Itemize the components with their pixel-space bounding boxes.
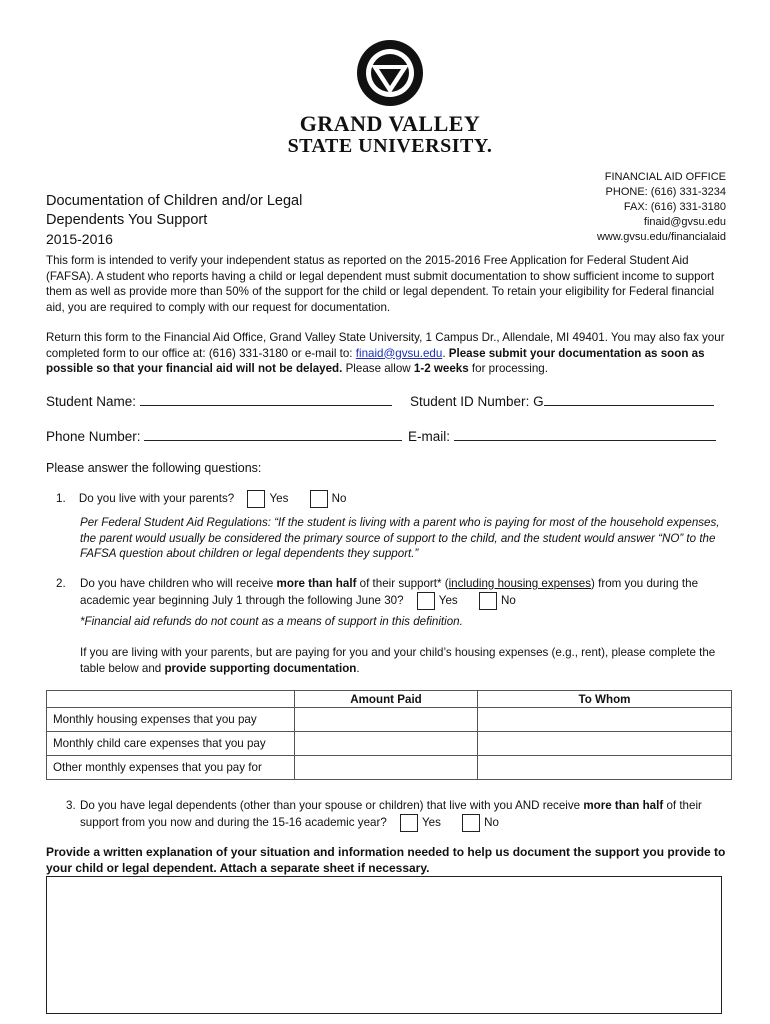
return-bold: Please submit your documentation as soon as possible so that your financial aid will not be delayed.: [46, 346, 705, 375]
question-1: [56, 490, 736, 508]
student-id-label: Student ID Number: [410, 394, 526, 409]
q1-no-checkbox[interactable]: [310, 490, 328, 508]
q2-instructions: [80, 645, 720, 676]
email-label: E-mail:: [408, 429, 451, 444]
amount-cell[interactable]: [295, 756, 478, 780]
title-line-2: Dependents You Support: [46, 212, 208, 228]
student-id-row: [410, 392, 714, 409]
q2-bold: more than half: [276, 577, 357, 590]
q1-yes-label: Yes: [269, 492, 289, 506]
office-web: www.gvsu.edu/financialaid: [596, 231, 726, 243]
logo-line-2: STATE UNIVERSITY.: [287, 135, 493, 157]
title-year: 2015-2016: [46, 231, 113, 247]
questions-header: Please answer the following questions:: [46, 461, 262, 475]
office-fax: FAX: (616) 331-3180: [623, 201, 726, 213]
office-name: FINANCIAL AID OFFICE: [604, 171, 726, 183]
q2-text: of their support* (: [356, 577, 449, 590]
q2-instr-text: If you are living with your parents, but are paying for you and your child’s housing expenses (e.g., rent), please complete the table below and: [80, 646, 716, 675]
row-label: Monthly housing expenses that you pay: [47, 708, 295, 732]
q2-instr-text: .: [356, 661, 360, 675]
return-paragraph: [46, 330, 726, 377]
return-text: .: [442, 346, 449, 360]
table-header-row: [47, 691, 732, 708]
q1-no-label: No: [331, 492, 347, 506]
return-text: for processing.: [468, 362, 548, 375]
to-whom-cell[interactable]: [478, 732, 732, 756]
q2-yes-checkbox[interactable]: [417, 592, 435, 610]
q3-yes-label: Yes: [422, 815, 441, 829]
student-name-label: Student Name:: [46, 394, 137, 409]
q2-text: Do you have children who will receive: [80, 577, 277, 590]
q3-no-label: No: [484, 815, 499, 829]
q1-text: Do you live with your parents?: [78, 492, 235, 506]
table-row: [47, 732, 732, 756]
student-id-prefix: : G: [525, 394, 544, 409]
q2-instr-bold: provide supporting documentation: [164, 661, 357, 675]
student-id-field[interactable]: [544, 392, 714, 406]
q3-number: 3.: [66, 799, 76, 812]
q1-number: 1.: [56, 492, 66, 506]
q3-yes-checkbox[interactable]: [400, 814, 418, 832]
q2-text: ) from you during the academic year beginning July 1 through the following June 30?: [80, 577, 699, 607]
q2-footnote: *Financial aid refunds do not count as a means of support in this definition.: [80, 615, 463, 628]
row-label: Monthly child care expenses that you pay: [47, 732, 295, 756]
table-row: [47, 708, 732, 732]
q3-no-checkbox[interactable]: [462, 814, 480, 832]
q3-text: of their support from you now and during the 15-16 academic year?: [80, 799, 702, 829]
email-row: [408, 427, 716, 444]
explanation-instruction: Provide a written explanation of your situation and information needed to help us document the support you provide to your child or legal dependent. Attach a separate sheet if necessary.: [46, 845, 726, 875]
phone-label: Phone Number:: [46, 429, 141, 444]
to-whom-cell[interactable]: [478, 756, 732, 780]
form-title: [46, 192, 302, 249]
q1-note: Per Federal Student Aid Regulations: “If the student is living with a parent who is paying for most of the household expenses, the parent would usually be considered the primary source of support to the child, and the student would answer “NO” to the FAFSA question about children or legal dependents they support.”: [80, 516, 720, 560]
table-header-empty: [47, 691, 295, 708]
student-name-field[interactable]: [140, 392, 392, 406]
email-link[interactable]: finaid@gvsu.edu: [355, 346, 443, 360]
q3-text: Do you have legal dependents (other than your spouse or children) that live with you AND receive: [80, 799, 584, 812]
intro-paragraph: This form is intended to verify your independent status as reported on the 2015-2016 Free Application for Federal Student Aid (FAFSA). A student who reports having a child or legal dependent must submit documentation to show sufficient income to support them as well as provide more than 50% of the support for the child or legal dependent. To retain your eligibility for Federal financial aid, you are required to comply with our request for documentation.: [46, 254, 715, 314]
title-line-1: Documentation of Children and/or Legal: [46, 193, 303, 209]
university-logo: [280, 38, 500, 157]
table-header-to-whom: To Whom: [478, 691, 732, 708]
amount-cell[interactable]: [295, 732, 478, 756]
q2-no-label: No: [500, 593, 516, 607]
question-3: [66, 798, 726, 832]
q2-no-checkbox[interactable]: [479, 592, 497, 610]
return-text: Return this form to the Financial Aid Office, Grand Valley State University, 1 Campus Dr., Allendale, MI 49401. You may also fax your completed form to our office at: (616) 331-3180 or e-mail to:: [46, 331, 725, 360]
q3-bold: more than half: [583, 799, 664, 812]
office-email: finaid@gvsu.edu: [643, 216, 726, 228]
q2-underline: including housing expenses: [448, 577, 592, 590]
logo-line-1: GRAND VALLEY: [299, 111, 481, 136]
office-phone: PHONE: (616) 331-3234: [605, 186, 726, 198]
return-weeks: 1-2 weeks: [413, 362, 469, 375]
table-header-amount: Amount Paid: [295, 691, 478, 708]
q2-yes-label: Yes: [438, 593, 458, 607]
q1-yes-checkbox[interactable]: [247, 490, 265, 508]
q2-number: 2.: [56, 577, 66, 590]
amount-cell[interactable]: [295, 708, 478, 732]
expenses-table: [46, 690, 732, 780]
to-whom-cell[interactable]: [478, 708, 732, 732]
phone-row: [46, 427, 402, 444]
return-text: Please allow: [342, 362, 414, 375]
office-contact: [597, 170, 726, 245]
row-label: Other monthly expenses that you pay for: [47, 756, 295, 780]
student-name-row: [46, 392, 392, 409]
gv-emblem-icon: [355, 38, 425, 108]
email-field[interactable]: [454, 427, 716, 441]
table-row: [47, 756, 732, 780]
question-2: [56, 576, 726, 610]
phone-field[interactable]: [144, 427, 402, 441]
explanation-textarea[interactable]: [46, 876, 722, 1014]
